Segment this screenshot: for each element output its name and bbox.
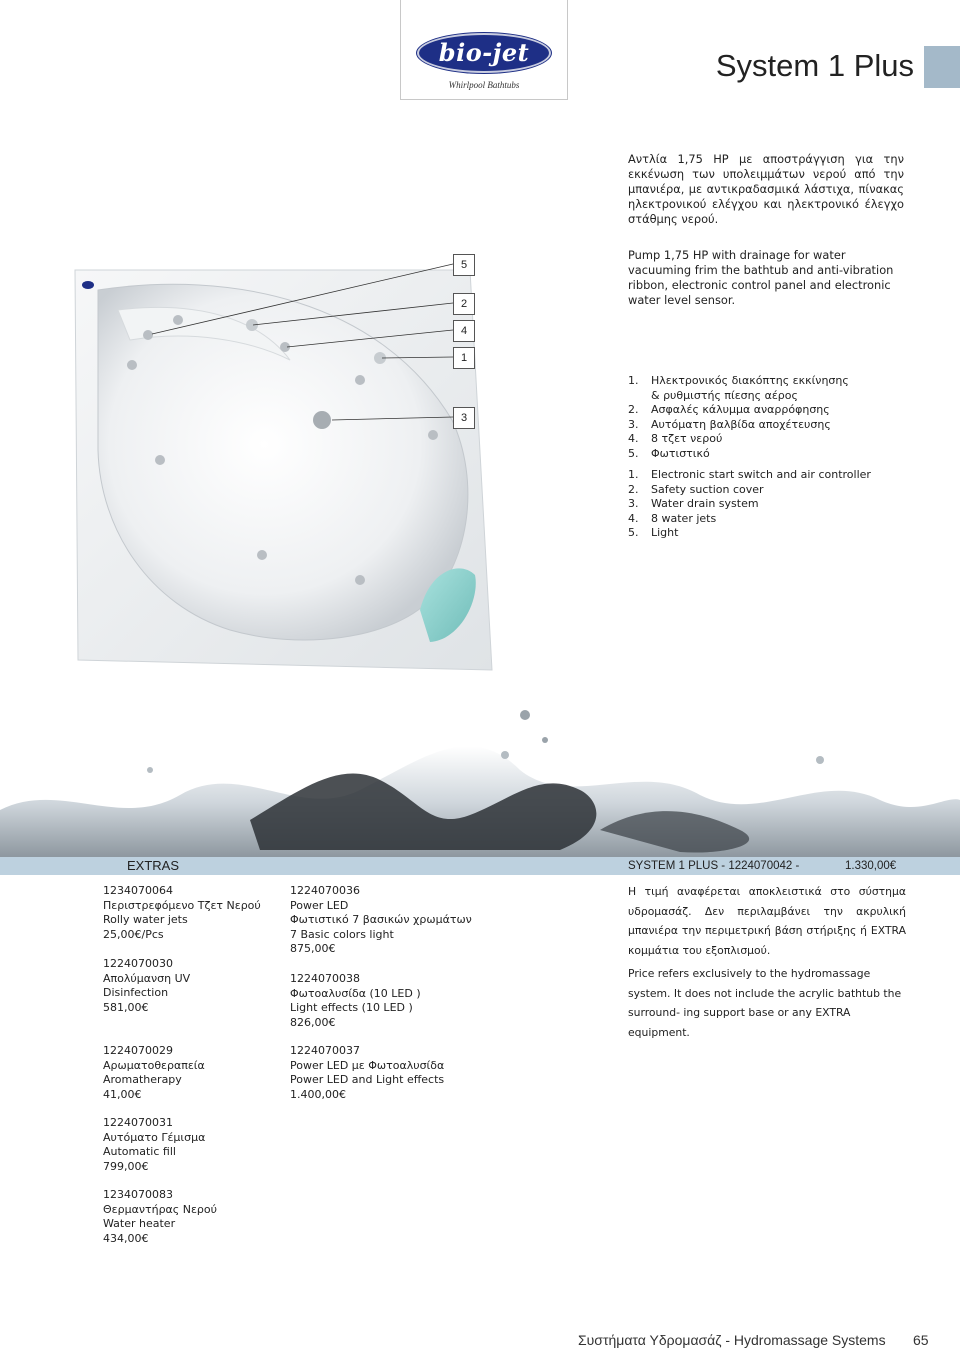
splash-droplet [542, 737, 548, 743]
section-bar [0, 857, 960, 875]
page-title: System 1 Plus [715, 48, 914, 83]
description-greek: Αντλία 1,75 HP με αποστράγγιση για την εκκένωση των υπολειμμάτων νερού από την μπανιέρα, με αντικραδασμικά λάστιχα, πίνακας ηλεκτρονικού ελέγχου και ηλεκτρονικό έλεγχο στάθμης νερού. [628, 152, 904, 226]
extra-item: 1224070037 Power LED με Φωτοαλυσίδα Power LED and Light effects 1.400,00€ [290, 1044, 445, 1101]
jet [143, 330, 153, 340]
jet [173, 315, 183, 325]
legend-item: 3. Water drain system [628, 497, 759, 511]
water-splash-image [0, 700, 960, 860]
extra-item: 1234070064 Περιστρεφόμενο Τζετ Νερού Rolly water jets 25,00€/Pcs [103, 884, 261, 941]
legend-item: 4. 8 water jets [628, 511, 717, 525]
logo-tagline: Whirlpool Bathtubs [448, 80, 520, 90]
callout-5: 5 [453, 254, 475, 276]
legend-item: 3. Αυτόματη βαλβίδα αποχέτευσης [628, 417, 831, 431]
system-price: 1.330,00€ [845, 860, 897, 872]
legend-item: 5. Light [628, 526, 679, 540]
extras-heading: EXTRAS [127, 858, 180, 873]
legend-item: 2. Ασφαλές κάλυμμα αναρρόφησης [628, 403, 830, 417]
footer-section-title: Συστήματα Υδρομασάζ - Hydromassage Systems [578, 1332, 886, 1348]
tub-logo-badge [82, 281, 94, 289]
callout-1: 1 [453, 347, 475, 369]
legend-item: 4. 8 τζετ νερού [628, 432, 723, 446]
jet [355, 575, 365, 585]
legend-item: 5. Φωτιστικό [628, 446, 710, 460]
legend-item: 1. Electronic start switch and air controller [628, 468, 871, 481]
callout-4: 4 [453, 320, 475, 342]
page-number: 65 [913, 1332, 929, 1348]
jet [257, 550, 267, 560]
extra-item: 1224070031 Αυτόματο Γέμισμα Automatic fill 799,00€ [103, 1116, 206, 1173]
callout-2: 2 [453, 293, 475, 315]
legend-item: 2. Safety suction cover [628, 482, 764, 496]
logo-oval [417, 33, 551, 73]
splash-droplet [147, 767, 153, 773]
extra-item: 1224070030 Απολύμανση UV Disinfection 581,00€ [103, 957, 191, 1014]
description-english: Pump 1,75 HP with drainage for water vacuuming frim the bathtub and anti-vibration ribbon, electronic control panel and electronic water level sensor. [628, 248, 894, 307]
legend-greek [628, 374, 928, 462]
title-accent-tab [924, 46, 960, 88]
splash-droplet [501, 751, 509, 759]
jet [127, 360, 137, 370]
splash-droplet [520, 710, 530, 720]
price-note-greek: Η τιμή αναφέρεται αποκλειστικά στο σύστημα υδρομασάζ. Δεν περιλαμβάνει την ακρυλική μπανιέρα την περιμετρική βάση στήριξης ή EXTRA κομμάτια του εξοπλισμού. [628, 885, 906, 957]
price-note-english: Price refers exclusively to the hydromassage system. It does not include the acrylic bathtub the surround- ing support base or any EXTRA equipment. [628, 967, 902, 1039]
extra-item: 1224070036 Power LED Φωτιστικό 7 βασικών χρωμάτων 7 Basic colors light 875,00€ [290, 884, 472, 956]
extra-item: 1224070038 Φωτοαλυσίδα (10 LED ) Light effects (10 LED ) 826,00€ [290, 972, 421, 1029]
drain [313, 411, 331, 429]
extra-item: 1224070029 Αρωματοθεραπεία Aromatherapy 41,00€ [103, 1044, 205, 1101]
legend-item: 1. Ηλεκτρονικός διακόπτης εκκίνησης & ρυθμιστής πίεσης αέρος [628, 374, 849, 402]
jet [428, 430, 438, 440]
brand-logo [400, 0, 568, 100]
callout-3: 3 [453, 407, 475, 429]
legend-english [628, 468, 928, 541]
jet [355, 375, 365, 385]
extra-item: 1234070083 Θερμαντήρας Νερού Water heater 434,00€ [103, 1188, 218, 1245]
logo-brand-text: bio-jet [438, 38, 530, 67]
system-code: SYSTEM 1 PLUS - 1224070042 - [628, 860, 800, 872]
jet [155, 455, 165, 465]
splash-droplet [816, 756, 824, 764]
